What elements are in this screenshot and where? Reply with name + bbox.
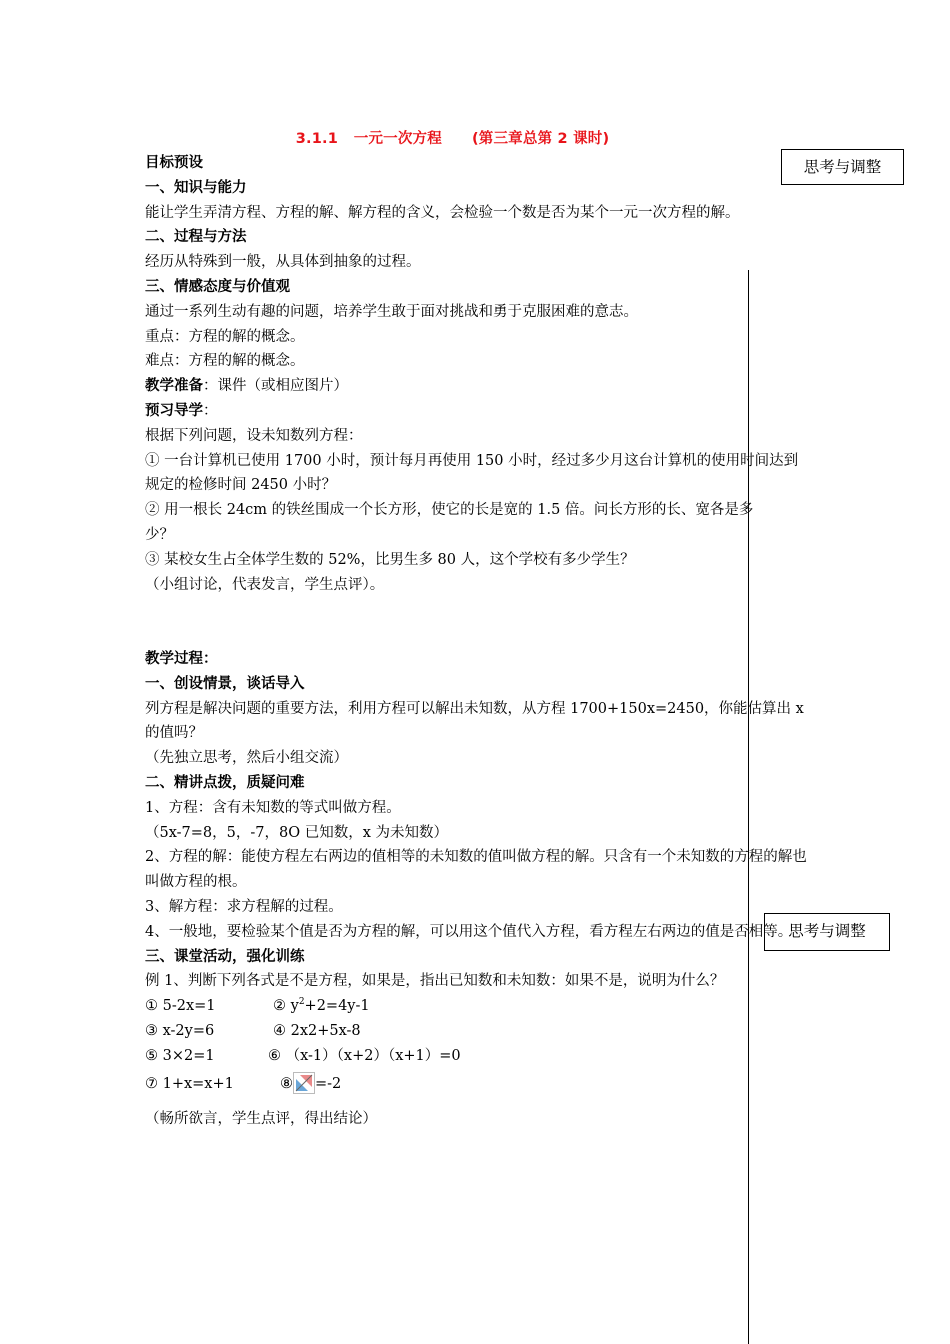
emotion-text: 通过一系列生动有趣的问题，培养学生敢于面对挑战和勇于克服困难的意志。 — [145, 303, 638, 320]
closing-note: （畅所欲言，学生点评，得出结论） — [145, 1111, 377, 1128]
exercise-item: ③ x-2y=6 — [145, 1022, 215, 1039]
preview-note: （小组讨论，代表发言，学生点评）。 — [145, 576, 385, 593]
key-point: 重点：方程的解的概念。 — [145, 328, 305, 345]
think-adjust-label: 思考与调整 — [788, 922, 866, 940]
exercise-item: ⑥ （x-1）（x+2）（x+1）=0 — [268, 1047, 461, 1064]
question-1: ① 一台计算机已使用 1700 小时，预计每月再使用 150 小时，经过多少月这台计算机的使用时间达到规定的检修时间 2450 小时？ — [145, 452, 799, 494]
think-adjust-label: 思考与调整 — [803, 158, 882, 176]
step1-note: （先独立思考，然后小组交流） — [145, 750, 348, 767]
definition-1: 1、方程：含有未知数的等式叫做方程。 — [145, 799, 401, 816]
question-3: ③ 某校女生占全体学生数的 52%，比男生多 80 人，这个学校有多少学生？ — [145, 551, 635, 568]
step1-text: 列方程是解决问题的重要方法，利用方程可以解出未知数，从方程 1700+150x=2450，你能估算出 x 的值吗？ — [145, 700, 804, 742]
process-text: 经历从特殊到一般，从具体到抽象的过程。 — [145, 254, 421, 271]
exercise-row-1 — [145, 994, 810, 1019]
question-2: ② 用一根长 24cm 的铁丝围成一个长方形，使它的长是宽的 1.5 倍。问长方形的长、宽各是多少？ — [145, 502, 754, 543]
lesson-session: (第三章总第 2 课时) — [471, 131, 610, 147]
exercise-row-2 — [145, 1019, 810, 1044]
emotion-heading: 三、情感态度与价值观 — [145, 278, 290, 295]
knowledge-heading: 一、知识与能力 — [145, 179, 247, 196]
lesson-code: 3.1.1 — [295, 131, 338, 147]
exercise-item: ⑦ 1+x=x+1 — [145, 1076, 234, 1093]
exercise-item: ⑤ 3×2=1 — [145, 1047, 215, 1064]
preview-label: 预习导学 — [145, 402, 203, 419]
prep-text: ：课件（或相应图片） — [203, 378, 348, 395]
teaching-process-heading: 教学过程： — [145, 650, 218, 667]
definition-1-example: （5x-7=8，5，-7，8O 已知数，x 为未知数） — [145, 824, 449, 841]
teaching-prep — [145, 374, 810, 399]
step2-heading: 二、精讲点拨，质疑问难 — [145, 774, 305, 791]
preview-heading: 预习导学： — [145, 402, 218, 419]
example-1: 例 1、判断下列各式是不是方程，如果是，指出已知数和未知数：如果不是，说明为什么？ — [145, 973, 725, 990]
preview-intro: 根据下列问题，设未知数列方程： — [145, 427, 363, 444]
step3-heading: 三、课堂活动，强化训练 — [145, 948, 305, 965]
exercise-item: ② $y^2+2=4y-1$ — [273, 997, 370, 1015]
exercise-row-4 — [145, 1072, 810, 1097]
knowledge-text: 能让学生弄清方程、方程的解、解方程的含义，会检验一个数是否为某个一元一次方程的解。 — [145, 204, 740, 221]
exercise-item: ④ 2x2+5x-8 — [273, 1022, 361, 1039]
goals-heading: 目标预设 — [145, 155, 203, 171]
definition-3: 3、解方程：求方程解的过程。 — [145, 898, 343, 915]
exercise-item: ① 5-2x=1 — [145, 998, 216, 1015]
prep-label: 教学准备 — [145, 378, 203, 395]
process-heading: 二、过程与方法 — [145, 229, 247, 246]
difficulty: 难点：方程的解的概念。 — [145, 353, 305, 370]
lesson-title — [0, 127, 905, 148]
spacer — [145, 597, 810, 647]
broken-image-icon — [293, 1072, 315, 1094]
definition-4: 4、一般地，要检验某个值是否为方程的解，可以用这个值代入方程，看方程左右两边的值是否相等。 — [145, 923, 793, 940]
lesson-name: 一元一次方程 — [353, 131, 442, 147]
definition-2: 2、方程的解：能使方程左右两边的值相等的未知数的值叫做方程的解。只含有一个未知数的方程的解也叫做方程的根。 — [145, 849, 807, 891]
exercise-row-3 — [145, 1044, 810, 1069]
exercise-item: ⑧ =-2 — [280, 1072, 341, 1097]
step1-heading: 一、创设情景，谈话导入 — [145, 675, 305, 692]
lesson-body — [145, 151, 810, 1132]
